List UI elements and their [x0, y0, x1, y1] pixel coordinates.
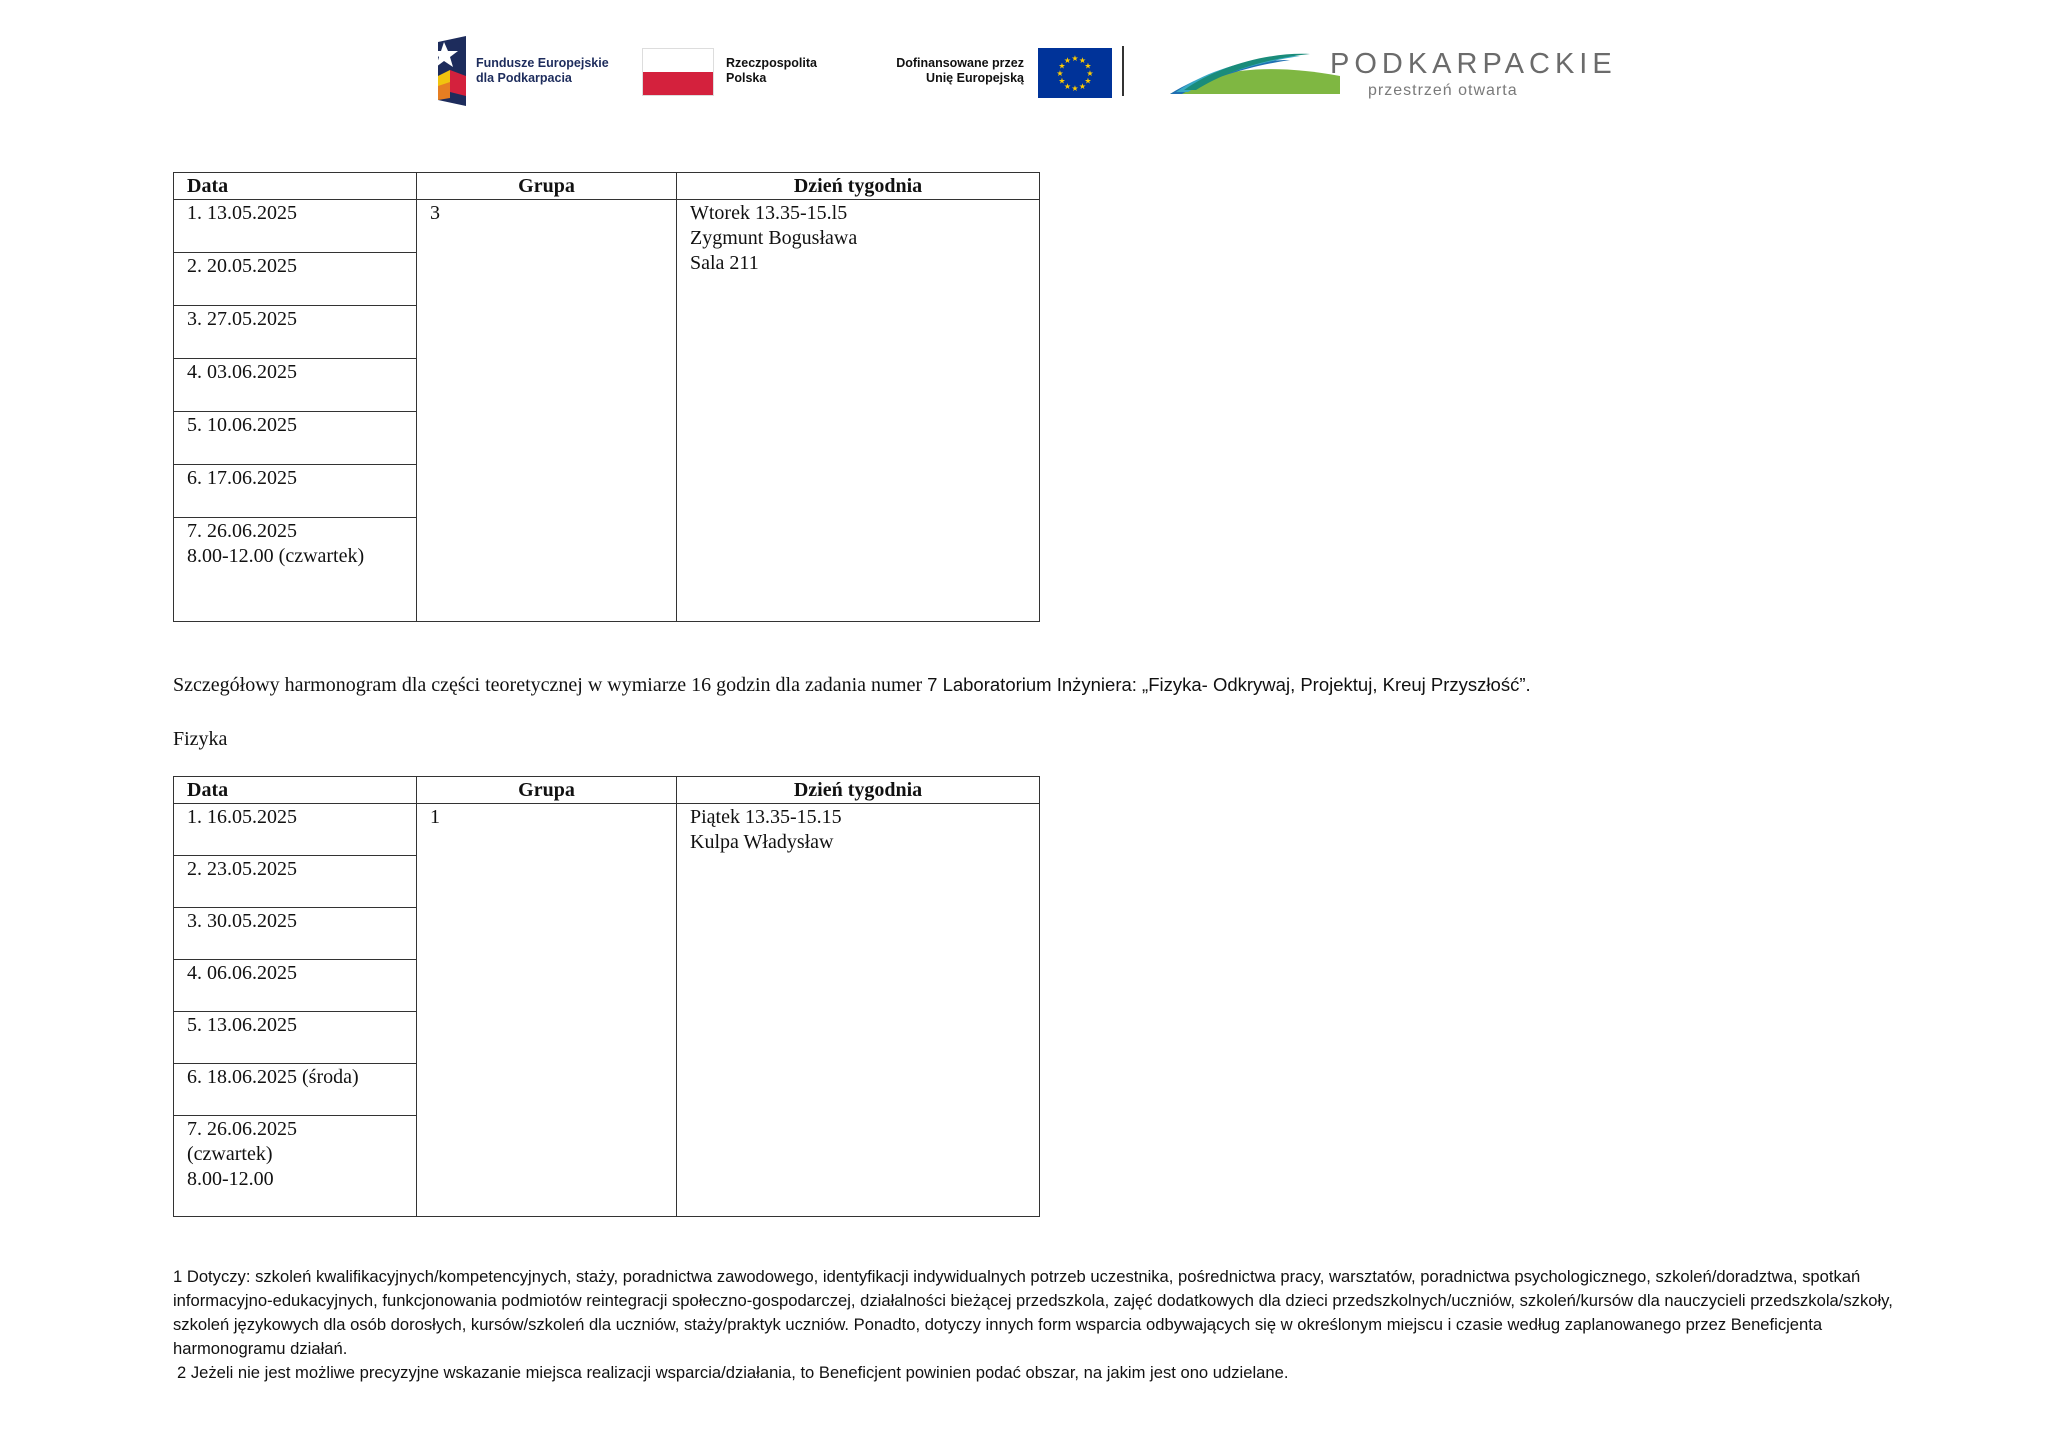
eu-star-icon: ★	[1071, 54, 1079, 63]
eu-star-icon: ★	[1058, 61, 1066, 71]
eu-star-icon: ★	[1086, 69, 1094, 78]
column-header-date: Data	[174, 173, 417, 200]
polish-flag-icon	[642, 48, 714, 96]
subject-heading: Fizyka	[173, 728, 228, 750]
podkarpackie-subtitle: przestrzeń otwarta	[1368, 82, 1518, 99]
date-cell: 2. 23.05.2025	[174, 856, 417, 908]
eu-star-icon: ★	[1084, 76, 1092, 86]
description-serif-part: Szczegółowy harmonogram dla części teoretycznej w wymiarze 16 godzin dla zadania numer	[173, 674, 928, 696]
column-header-group: Grupa	[417, 173, 677, 200]
date-cell: 6. 17.06.2025	[174, 465, 417, 518]
fe-podkarpacie-logo	[432, 36, 632, 106]
date-cell: 4. 06.06.2025	[174, 960, 417, 1012]
fe-logo-text: Fundusze Europejskie dla Podkarpacia	[476, 56, 609, 85]
date-cell: 5. 10.06.2025	[174, 412, 417, 465]
date-cell: 5. 13.06.2025	[174, 1012, 417, 1064]
column-header-day: Dzień tygodnia	[677, 777, 1040, 804]
column-header-day: Dzień tygodnia	[677, 173, 1040, 200]
date-cell: 1. 16.05.2025	[174, 804, 417, 856]
group-cell: 1	[417, 804, 677, 1217]
eu-star-icon: ★	[1058, 76, 1066, 86]
rzeczpospolita-logo	[642, 36, 832, 106]
footnote-1: 1 Dotyczy: szkoleń kwalifikacyjnych/kompetencyjnych, staży, poradnictwa zawodowego, identyfikacji indywidualnych potrzeb uczestnika, pośrednictwa pracy, warsztatów, poradnictwa psychologicznego, szkoleń/doradztwa, spotkań informacyjno-edukacyjnych, funkcjonowania podmiotów reintegracji społeczno-gospodarczej, działalności bieżącej przedszkola, zajęć dodatkowych dla dzieci przedszkolnych/uczniów, szkoleń/kursów dla nauczycieli przedszkola/szkoły, szkoleń językowych dla osób dorosłych, kursów/szkoleń dla uczniów, staży/praktyk uczniów. Ponadto, dotyczy innych form wsparcia odbywających się w określonym miejscu i czasie według zaplanowanego przez Beneficjenta harmonogramu działań.	[173, 1267, 1893, 1358]
eu-star-icon: ★	[1084, 61, 1092, 71]
eu-star-icon: ★	[1071, 84, 1079, 93]
table-row	[174, 200, 1040, 253]
footnotes	[173, 1265, 1893, 1385]
table-row	[174, 804, 1040, 856]
date-cell: 7. 26.06.2025 (czwartek) 8.00-12.00	[174, 1116, 417, 1217]
podkarpackie-logo	[1170, 36, 1617, 106]
eu-star-icon: ★	[1063, 56, 1072, 66]
eu-logo-text: Dofinansowane przez Unię Europejską	[896, 56, 1024, 85]
date-cell: 2. 20.05.2025	[174, 253, 417, 306]
eu-star-icon: ★	[1063, 81, 1072, 91]
eu-cofinanced-logo	[852, 36, 1112, 106]
eu-star-icon: ★	[1056, 69, 1064, 78]
date-cell: 1. 13.05.2025	[174, 200, 417, 253]
day-cell: Piątek 13.35-15.15 Kulpa Władysław	[677, 804, 1040, 1217]
header-logos	[432, 36, 1617, 106]
schedule-description	[173, 674, 1531, 697]
rp-logo-text: Rzeczpospolita Polska	[726, 56, 817, 85]
description-sans-part: 7 Laboratorium Inżyniera: „Fizyka- Odkrywaj, Projektuj, Kreuj Przyszłość”.	[927, 674, 1531, 695]
eu-star-icon: ★	[1078, 81, 1087, 91]
table-header-row	[174, 777, 1040, 804]
fe-emblem-icon	[432, 36, 472, 106]
column-header-date: Data	[174, 777, 417, 804]
table-header-row	[174, 173, 1040, 200]
logo-separator	[1122, 46, 1124, 96]
date-cell: 3. 30.05.2025	[174, 908, 417, 960]
footnote-2: 2 Jeżeli nie jest możliwe precyzyjne wskazanie miejsca realizacji wsparcia/działania, to Beneficjent powinien podać obszar, na jakim jest ono udzielane.	[177, 1363, 1289, 1382]
date-cell: 4. 03.06.2025	[174, 359, 417, 412]
podkarpackie-swoosh-icon	[1170, 36, 1340, 106]
eu-flag-icon	[1038, 48, 1112, 98]
day-cell: Wtorek 13.35-15.l5 Zygmunt Bogusława Sala 211	[677, 200, 1040, 622]
column-header-group: Grupa	[417, 777, 677, 804]
schedule-table-group-3	[173, 172, 1040, 622]
date-cell: 6. 18.06.2025 (środa)	[174, 1064, 417, 1116]
eu-star-icon: ★	[1078, 56, 1087, 66]
date-cell: 3. 27.05.2025	[174, 306, 417, 359]
group-cell: 3	[417, 200, 677, 622]
podkarpackie-title: PODKARPACKIE	[1330, 48, 1617, 80]
schedule-table-group-1	[173, 776, 1040, 1217]
date-cell: 7. 26.06.2025 8.00-12.00 (czwartek)	[174, 518, 417, 622]
